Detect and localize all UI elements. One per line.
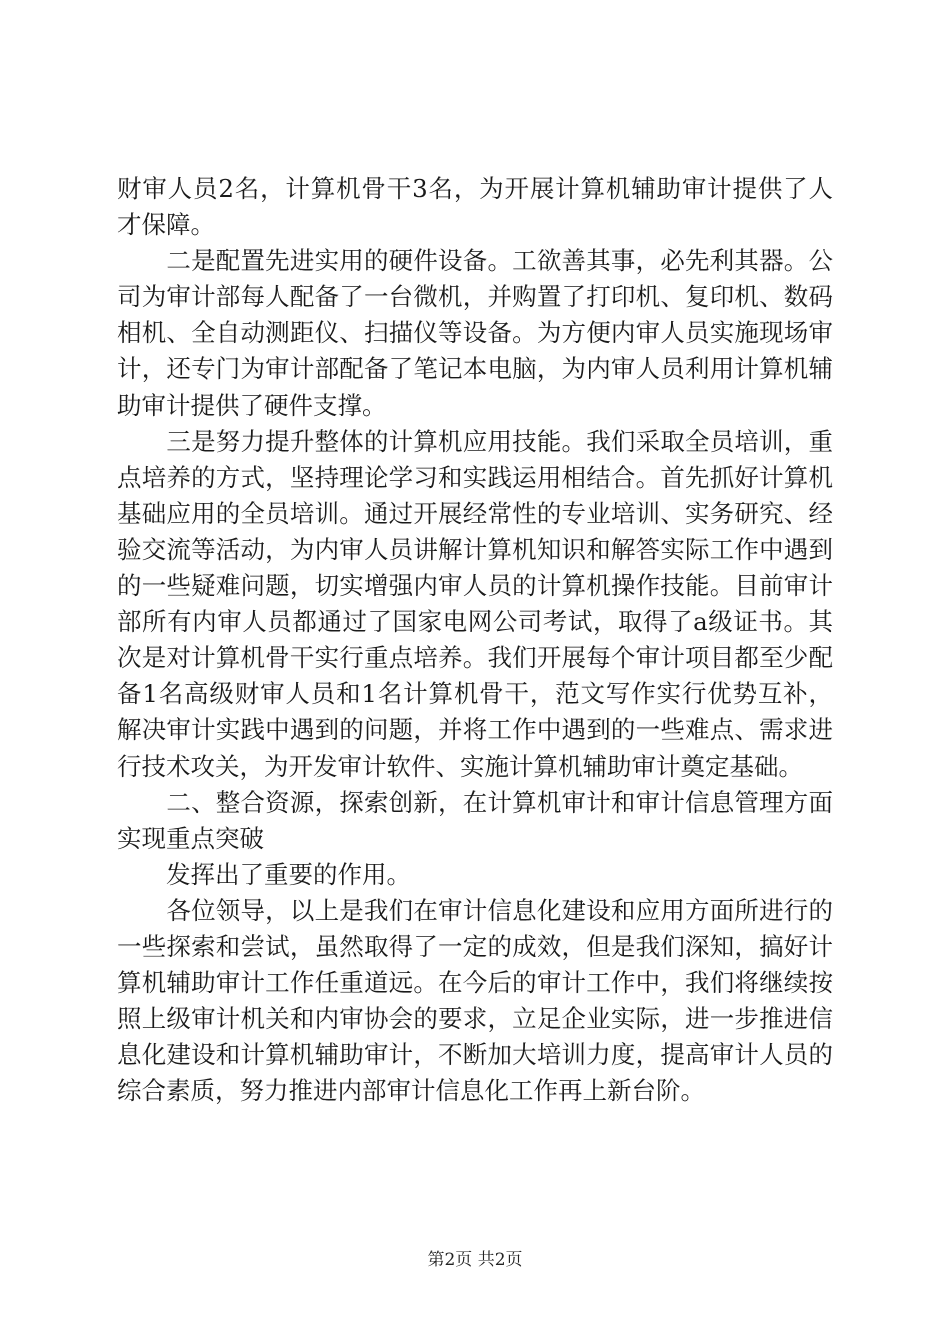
paragraph: 各位领导，以上是我们在审计信息化建设和应用方面所进行的一些探索和尝试，虽然取得了一定的成效，但是我们深知，搞好计算机辅助审计工作任重道远。在今后的审计工作中，我们将继续按照上级审计机关和内审协会的要求，立足企业实际，进一步推进信息化建设和计算机辅助审计，不断加大培训力度，提高审计人员的综合素质，努力推进内部审计信息化工作再上新台阶。	[117, 895, 833, 1106]
paragraph: 发挥出了重要的作用。	[117, 859, 411, 889]
paragraph: 财审人员2名，计算机骨干3名，为开展计算机辅助审计提供了人才保障。	[117, 174, 833, 240]
paragraph: 二是配置先进实用的硬件设备。工欲善其事，必先利其器。公司为审计部每人配备了一台微机，并购置了打印机、复印机、数码相机、全自动测距仪、扫描仪等设备。为方便内审人员实施现场审计，还专门为审计部配备了笔记本电脑，为内审人员利用计算机辅助审计提供了硬件支撑。	[117, 246, 833, 420]
section-heading: 二、整合资源，探索创新，在计算机审计和审计信息管理方面实现重点突破	[117, 787, 833, 853]
paragraph: 三是努力提升整体的计算机应用技能。我们采取全员培训，重点培养的方式，坚持理论学习和实践运用相结合。首先抓好计算机基础应用的全员培训。通过开展经常性的专业培训、实务研究、经验交流等活动，为内审人员讲解计算机知识和解答实际工作中遇到的一些疑难问题，切实增强内审人员的计算机操作技能。目前审计部所有内审人员都通过了国家电网公司考试，取得了a级证书。其次是对计算机骨干实行重点培养。我们开展每个审计项目都至少配备1名高级财审人员和1名计算机骨干，范文写作实行优势互补，解决审计实践中遇到的问题，并将工作中遇到的一些难点、需求进行技术攻关，为开发审计软件、实施计算机辅助审计奠定基础。	[117, 426, 833, 781]
document-body	[117, 171, 833, 1109]
page-number-footer: 第2页 共2页	[427, 1250, 523, 1270]
